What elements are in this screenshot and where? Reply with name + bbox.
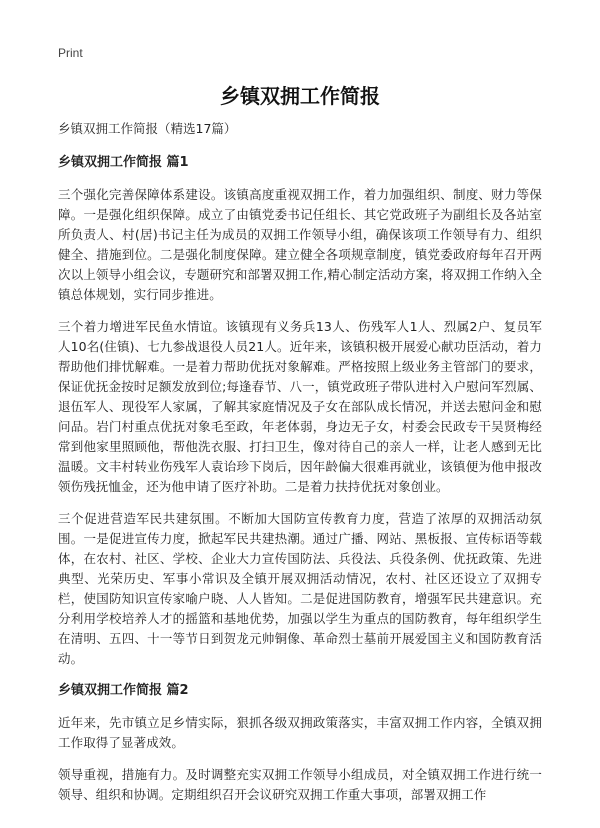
article-body [58, 119, 542, 817]
page-title: 乡镇双拥工作简报 [220, 84, 380, 108]
paragraph: 三个着力增进军民鱼水情谊。该镇现有义务兵13人、伤残军人1人、烈属2户、复员军人10名(住镇)、七九参战退役人员21人。近年来，该镇积极开展爱心献功臣活动，着力帮助他们排忧解难。一是着力帮助优抚对象解难。严格按照上级业务主管部门的要求，保证优抚金按时足额发放到位;每逢春节、八一，镇党政班子带队进村入户慰问军烈属、退伍军人、现役军人家属，了解其家庭情况及子女在部队成长情况，并送去慰问金和慰问品。岩门村重点优抚对象毛至政，年老体弱，身边无子女，村委会民政专干吴贤梅经常到他家里照顾他，帮他洗衣服、打扫卫生，像对待自己的亲人一样，让老人感到无比温暖。文丰村转业伤残军人袁诒珍下岗后，因年龄偏大很难再就业，该镇便为他申报改领伤残抚恤金，还为他申请了医疗补助。二是着力扶持优抚对象创业。 [58, 319, 542, 494]
section-heading: 乡镇双拥工作简报 篇2 [58, 683, 189, 698]
article-subtitle: 乡镇双拥工作简报（精选17篇） [58, 121, 237, 136]
section-heading: 乡镇双拥工作简报 篇1 [58, 155, 189, 170]
paragraph: 近年来，先市镇立足乡情实际，狠抓各级双拥政策落实，丰富双拥工作内容，全镇双拥工作取得了显著成效。 [58, 715, 542, 750]
print-link[interactable]: Print [58, 46, 83, 60]
paragraph: 三个强化完善保障体系建设。该镇高度重视双拥工作，着力加强组织、制度、财力等保障。一是强化组织保障。成立了由镇党委书记任组长、其它党政班子为副组长及各站室所负责人、村(居)书记主任为成员的双拥工作领导小组，确保该项工作领导有力、组织健全、措施到位。二是强化制度保障。建立健全各项规章制度，镇党委政府每年召开两次以上领导小组会议，专题研究和部署双拥工作,精心制定活动方案，将双拥工作纳入全镇总体规划，实行同步推进。 [58, 187, 542, 302]
section-1 [58, 153, 542, 669]
paragraph: 三个促进营造军民共建氛围。不断加大国防宣传教育力度，营造了浓厚的双拥活动氛围。一是促进宣传力度，掀起军民共建热潮。通过广播、网站、黑板报、宣传标语等载体，在农村、社区、学校、企业大力宣传国防法、兵役法、兵役条例、优抚政策、先进典型、光荣历史、军事小常识及全镇开展双拥活动情况，农村、社区还设立了双拥专栏，使国防知识宣传家喻户晓、人人皆知。二是促进国防教育，增强军民共建意识。充分利用学校培养人才的摇篮和基地优势，加强以学生为重点的国防教育，每年组织学生在清明、五四、十一等节日到贺龙元帅铜像、革命烈士墓前开展爱国主义和国防教育活动。 [58, 511, 542, 666]
section-2 [58, 681, 542, 805]
paragraph: 领导重视，措施有力。及时调整充实双拥工作领导小组成员，对全镇双拥工作进行统一领导、组织和协调。定期组织召开会议研究双拥工作重大事项，部署双拥工作 [58, 767, 542, 802]
